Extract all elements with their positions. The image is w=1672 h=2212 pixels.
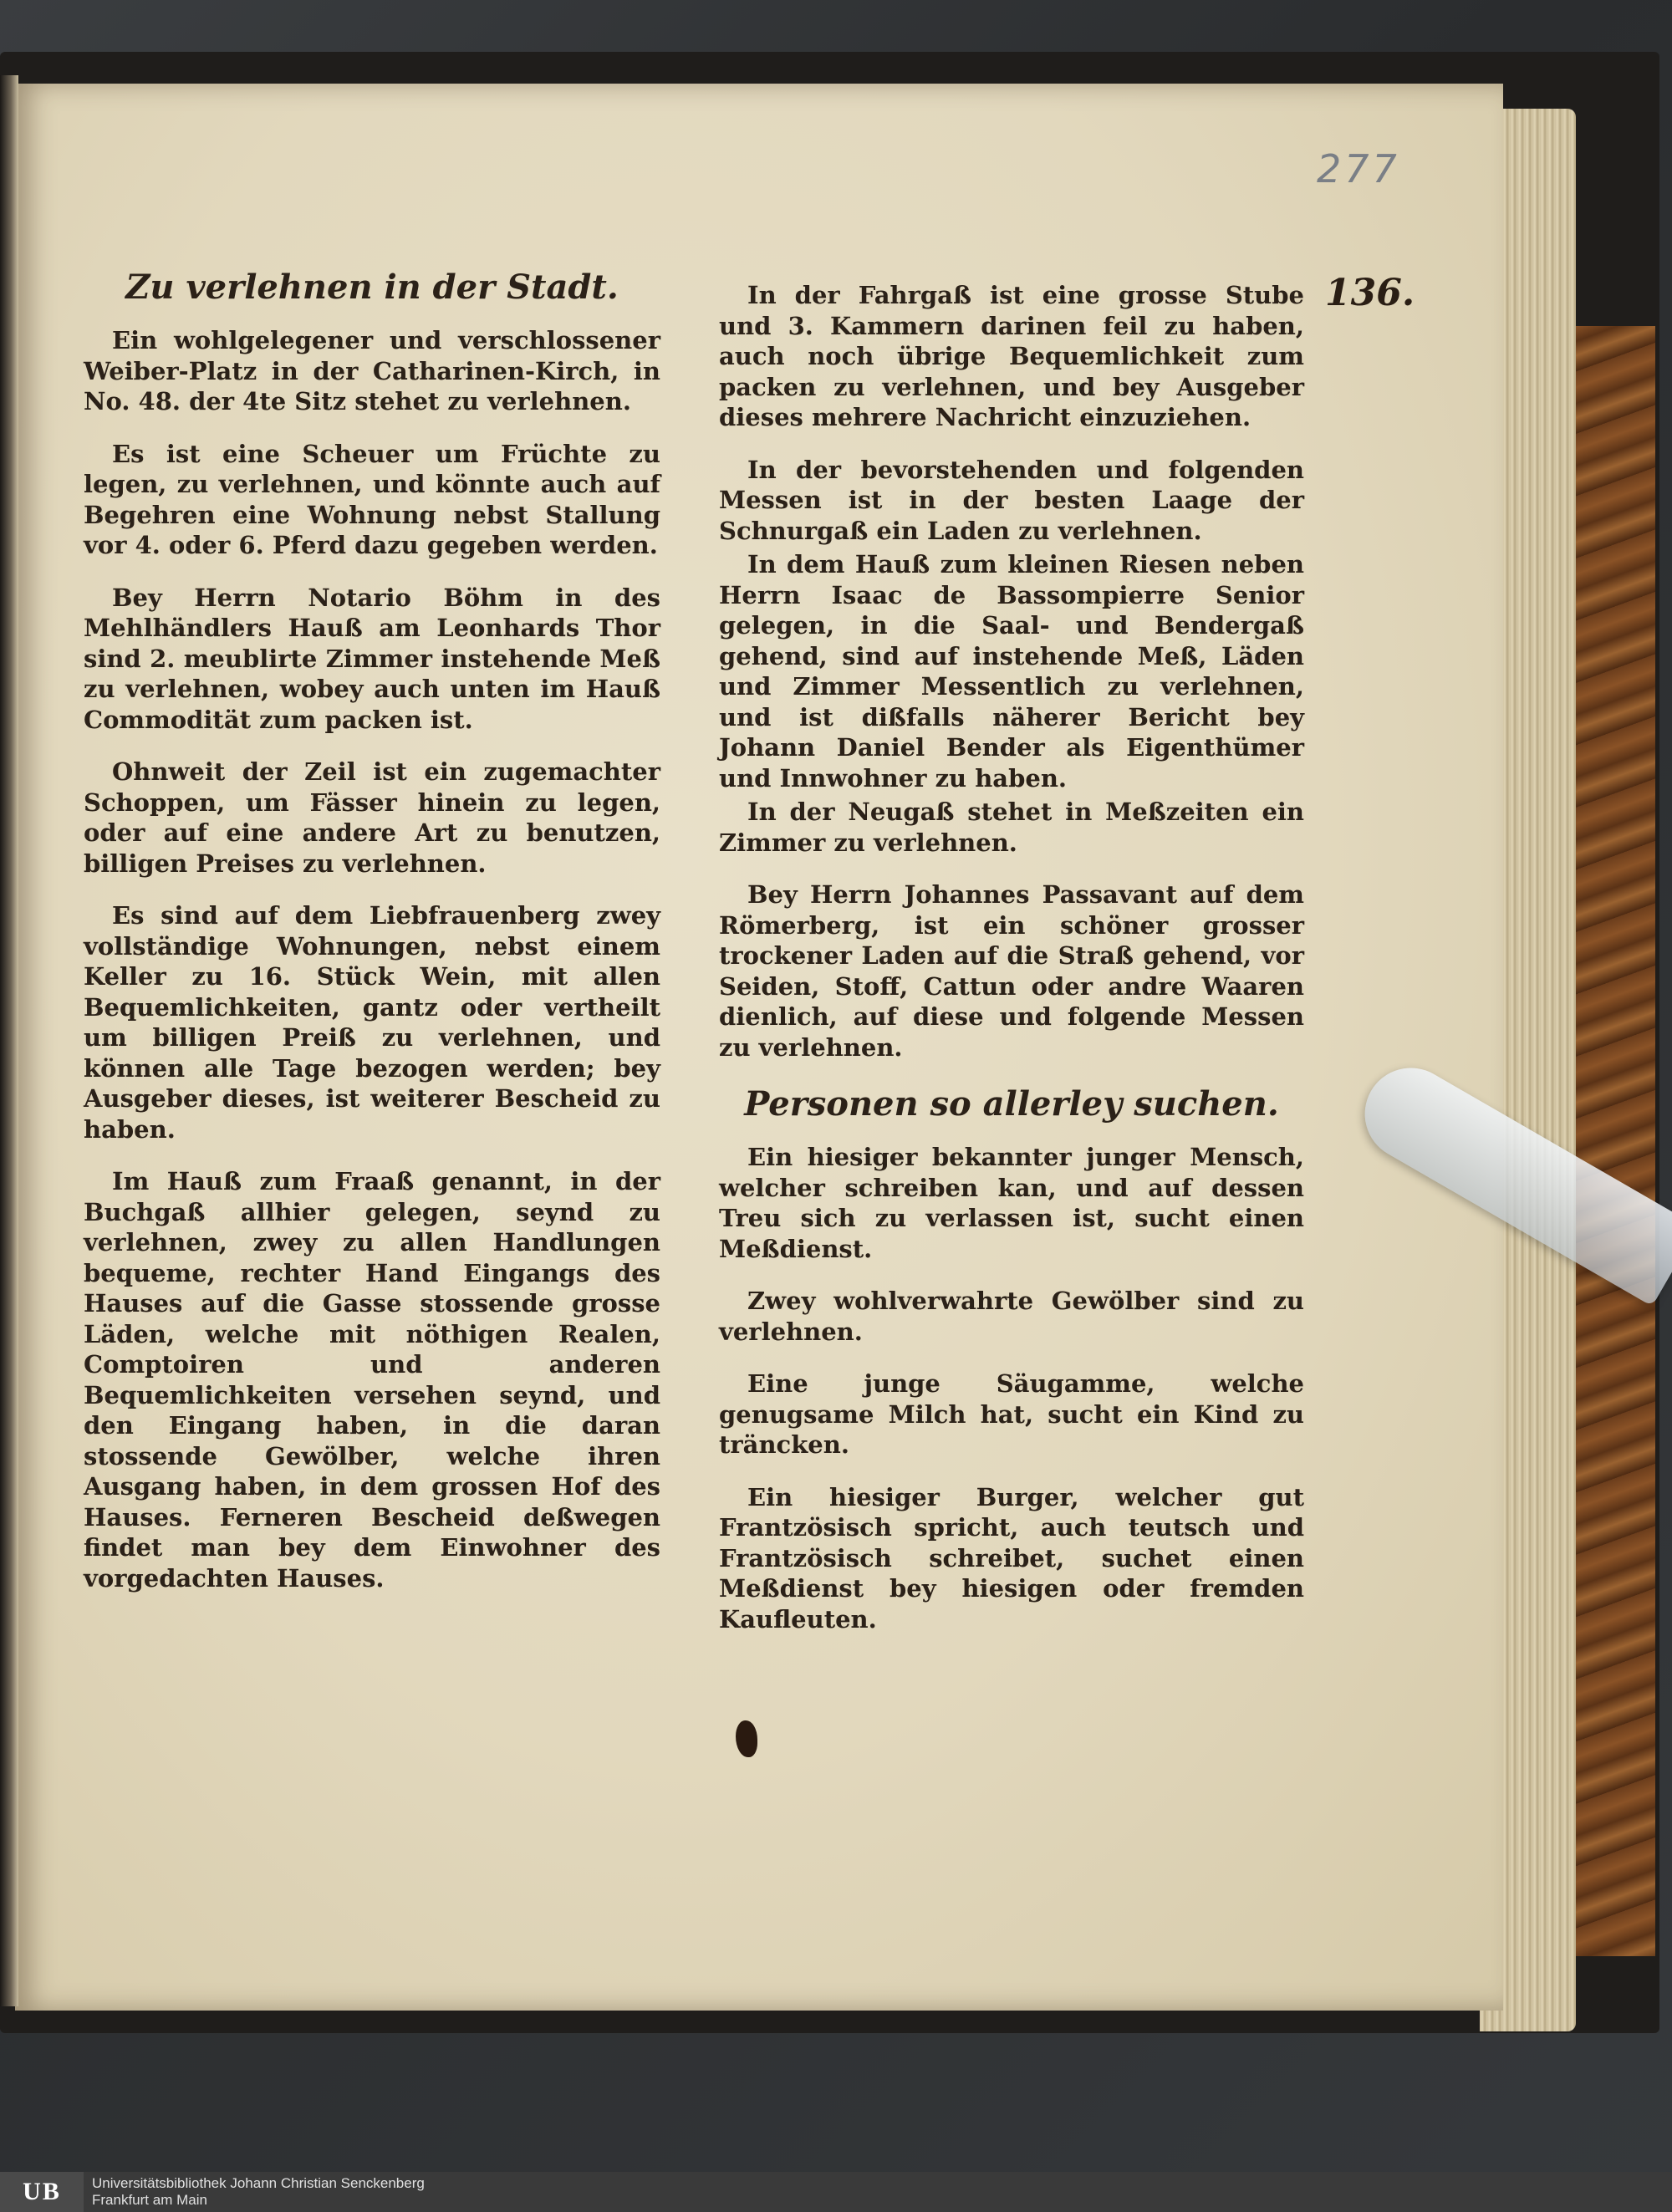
library-name: [92, 2175, 425, 2209]
notice-paragraph: Ein hiesiger bekannter junger Mensch, welcher schreiben kan, und auf dessen Treu sich zu verlassen ist, sucht einen Meßdienst.: [719, 1143, 1304, 1263]
notice-paragraph: In der bevorstehenden und folgenden Messen ist in der besten Laage der Schnurgaß ein Laden zu verlehnen.: [719, 455, 1304, 545]
notice-paragraph: In der Fahrgaß ist eine grosse Stube und 3. Kammern darinen feil zu haben, auch noch übrige Bequemlichkeit zum packen zu verlehnen, und bey Ausgeber dieses mehrere Nachricht einzuziehen.: [719, 281, 1304, 431]
notice-paragraph: Ein hiesiger Burger, welcher gut Frantzösisch spricht, auch teutsch und Frantzösisch schreibet, suchet einen Meßdienst bey hiesigen oder fremden Kaufleuten.: [719, 1482, 1304, 1634]
left-column: [84, 268, 660, 1615]
folio-number: 277: [1317, 146, 1400, 191]
page-number: 136.: [1325, 272, 1415, 314]
library-footer: [0, 2172, 1672, 2212]
notice-paragraph: Es ist eine Scheuer um Früchte zu legen, zu verlehnen, und könnte auch auf Begehren eine Wohnung nebst Stallung vor 4. oder 6. Pferd dazu gegeben werden.: [84, 439, 660, 559]
library-logo: UB: [0, 2172, 84, 2212]
section-heading-seeking: Personen so allerley suchen.: [744, 1084, 1279, 1124]
notice-paragraph: Zwey wohlverwahrte Gewölber sind zu verlehnen.: [719, 1287, 1304, 1346]
ink-blot: [736, 1720, 757, 1757]
notice-paragraph: Eine junge Säugamme, welche genugsame Milch hat, sucht ein Kind zu träncken.: [719, 1369, 1304, 1459]
library-name-line1: Universitätsbibliothek Johann Christian Senckenberg: [92, 2175, 425, 2191]
library-name-line2: Frankfurt am Main: [92, 2192, 207, 2208]
section-heading-rentals: Zu verlehnen in der Stadt.: [125, 268, 619, 307]
notice-paragraph: Ein wohlgelegener und verschlossener Weiber-Platz in der Catharinen-Kirch, in No. 48. der 4te Sitz stehet zu verlehnen.: [84, 326, 660, 415]
facing-page-sliver: [0, 75, 18, 2006]
notice-paragraph: Bey Herrn Johannes Passavant auf dem Römerberg, ist ein schöner grosser trockener Laden auf die Straß gehend, vor Seiden, Stoff, Cattun oder andre Waaren dienlich, auf diese und folgende Messen zu verlehnen.: [719, 880, 1304, 1062]
notice-paragraph: Im Hauß zum Fraaß genannt, in der Buchgaß allhier gelegen, seynd zu verlehnen, zwey zu allen Handlungen bequeme, rechter Hand Eingangs des Hauses auf die Gasse stossende grosse Läden, welche mit nöthigen Realen, Comptoiren und anderen Bequemlichkeiten versehen seynd, und den Eingang haben, in die daran stossende Gewölber, welche ihren Ausgang haben, in dem grossen Hof des Hauses. Ferneren Bescheid deßwegen findet man bey dem Einwohner des vorgedachten Hauses.: [84, 1167, 660, 1593]
notice-paragraph: Ohnweit der Zeil ist ein zugemachter Schoppen, um Fässer hinein zu legen, oder auf eine andere Art zu benutzen, billigen Preises zu verlehnen.: [84, 757, 660, 878]
notice-paragraph: In der Neugaß stehet in Meßzeiten ein Zimmer zu verlehnen.: [719, 798, 1304, 857]
notice-paragraph: Es sind auf dem Liebfrauenberg zwey vollständige Wohnungen, nebst einem Keller zu 16. Stück Wein, mit allen Bequemlichkeiten, gantz oder vertheilt um billigen Preiß zu verlehnen, und können alle Tage bezogen werden; bey Ausgeber dieses, ist weiterer Bescheid zu haben.: [84, 901, 660, 1144]
right-column: [719, 280, 1304, 1656]
notice-paragraph: In dem Hauß zum kleinen Riesen neben Herrn Isaac de Bassompierre Senior gelegen, in die Saal- und Bendergaß gehend, sind auf instehende Meß, Läden und Zimmer Messentlich zu verlehnen, und ist dißfalls näherer Bericht bey Johann Daniel Bender als Eigenthümer und Innwohner zu haben.: [719, 550, 1304, 793]
notice-paragraph: Bey Herrn Notario Böhm in des Mehlhändlers Hauß am Leonhards Thor sind 2. meublirte Zimmer instehende Meß zu verlehnen, wobey auch unten im Hauß Commodität zum packen ist.: [84, 583, 660, 734]
